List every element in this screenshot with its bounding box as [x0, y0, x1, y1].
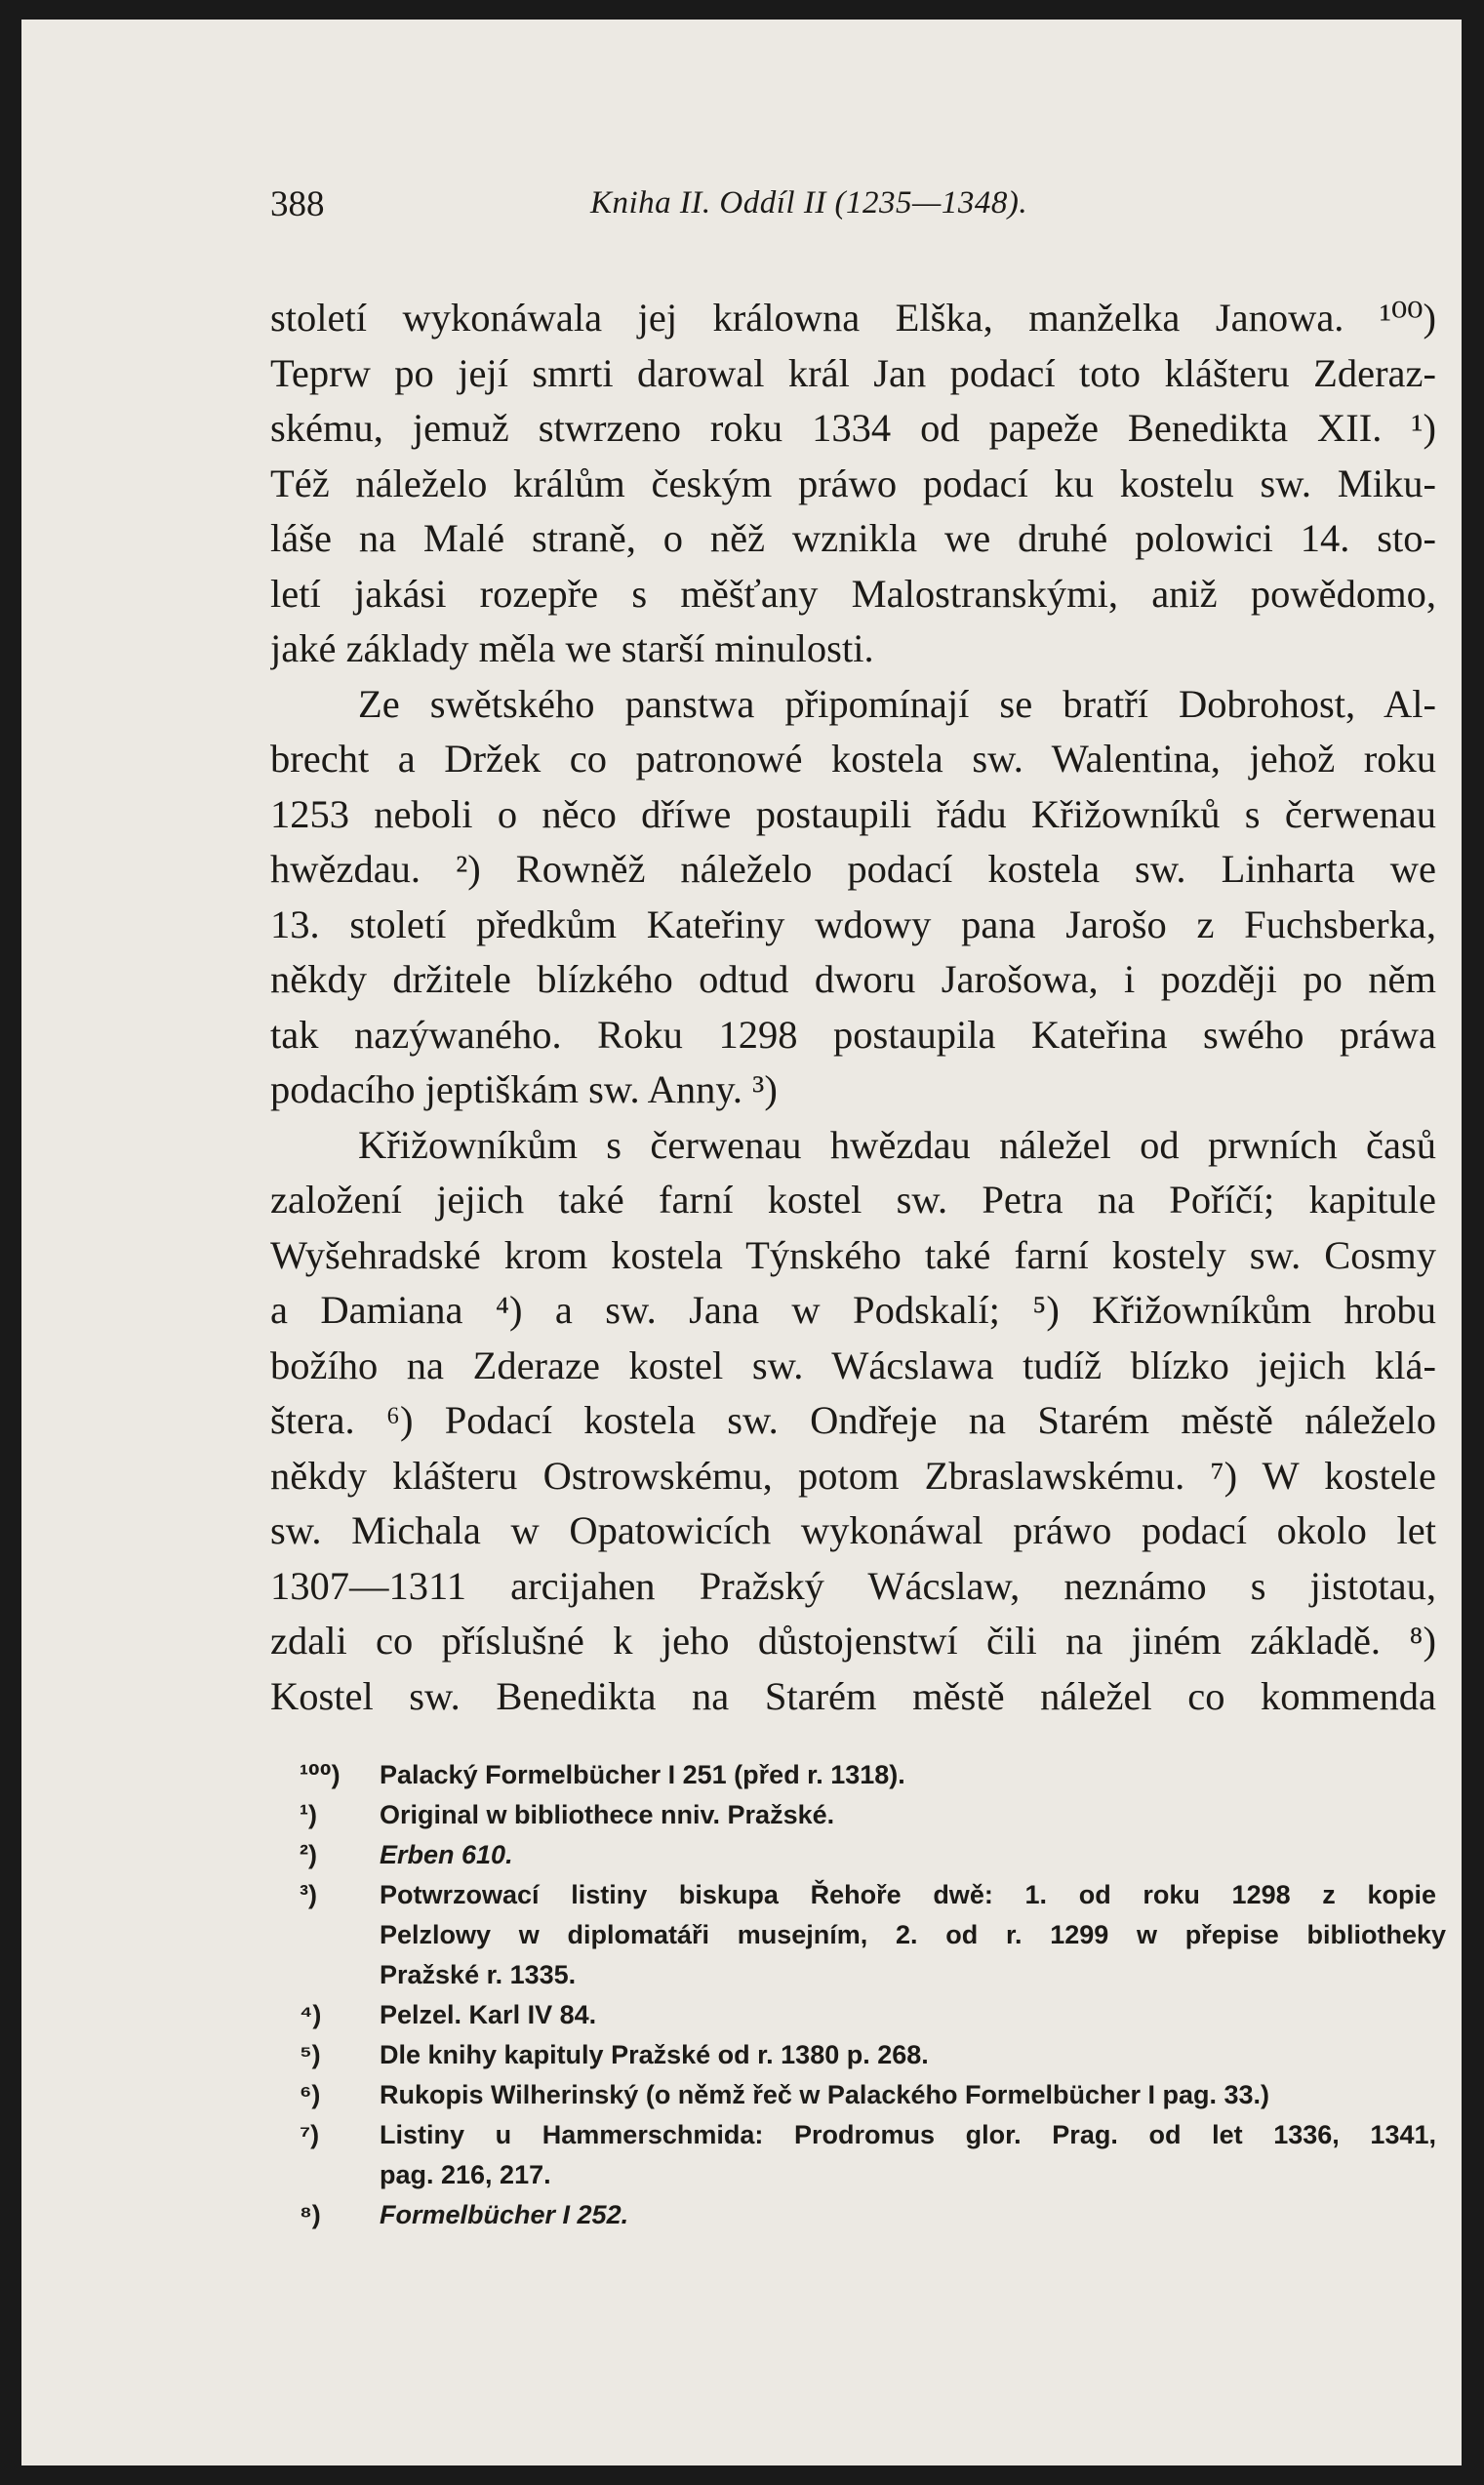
text-line: Ze swětského panstwa připomínají se bratří Dobrohost, Al-: [358, 681, 1436, 726]
text-line: Křižowníkům s čerwenau hwězdau náležel od prwních časů: [358, 1122, 1436, 1167]
text-line: Též náleželo králům českým práwo podací ku kostelu sw. Miku-: [270, 461, 1436, 505]
footnote-text: Listiny u Hammerschmida: Prodromus glor. Prag. od let 1336, 1341,: [380, 2120, 1436, 2149]
footnote-continuation: pag. 216, 217.: [380, 2160, 551, 2189]
footnote-continuation: Pelzlowy w diplomatáři musejním, 2. od r. 1299 w přepise bibliotheky: [380, 1920, 1446, 1949]
text-line: letí jakási rozepře s měšťany Malostranskými, aniž powědomo,: [270, 571, 1436, 616]
text-line: brecht a Držek co patronowé kostela sw. Walentina, jehož roku: [270, 737, 1436, 781]
footnote: [300, 2115, 1436, 2155]
footnote: [300, 1795, 1436, 1835]
text-line: století wykonáwala jej králowna Elška, manželka Janowa. ¹⁰⁰): [270, 296, 1436, 340]
footnote: [300, 1875, 1436, 1915]
text-line: někdy držitele blízkého odtud dworu Jarošowa, i později po něm: [270, 957, 1436, 1001]
footnote-mark: ⁵): [300, 2040, 321, 2069]
running-head: Kniha II. Oddíl II (1235—1348).: [590, 185, 1028, 220]
page-number: 388: [270, 184, 325, 224]
text-line: láše na Malé straně, o něž wznikla we druhé polowici 14. sto-: [270, 516, 1436, 560]
footnote: [300, 2035, 1436, 2075]
footnote-mark: ⁶): [300, 2080, 321, 2109]
footnote-mark: ⁴): [300, 2000, 322, 2029]
footnote: [300, 1755, 1436, 1795]
text-line: skému, jemuž stwrzeno roku 1334 od papeže Benedikta XII. ¹): [270, 406, 1436, 450]
text-line: 1253 neboli o něco dříwe postaupili řádu Křižowníků s čerwenau: [270, 791, 1436, 836]
footnote-text: Palacký Formelbücher I 251 (před r. 1318).: [380, 1760, 905, 1789]
text-line: božího na Zderaze kostel sw. Wácslawa tudíž blízko jejich klá-: [270, 1343, 1436, 1387]
footnote-text: Dle knihy kapituly Pražské od r. 1380 p. 268.: [380, 2040, 929, 2069]
footnote-mark: ⁷): [300, 2120, 320, 2149]
text-line: někdy klášteru Ostrowskému, potom Zbraslawskému. ⁷) W kostele: [270, 1453, 1436, 1498]
footnote-mark: ²): [300, 1840, 317, 1869]
text-line: založení jejich také farní kostel sw. Petra na Poříčí; kapitule: [270, 1178, 1436, 1222]
footnotes: [270, 1755, 1446, 2235]
footnote-mark: ⁸): [300, 2200, 321, 2229]
footnote-text: Pelzel. Karl IV 84.: [380, 2000, 597, 2029]
text-line: štera. ⁶) Podací kostela sw. Ondřeje na Starém městě náleželo: [270, 1398, 1436, 1442]
text-line: Teprw po její smrti darowal král Jan podací toto klášteru Zderaz-: [270, 350, 1436, 395]
footnote: [300, 1995, 1436, 2035]
footnote-text: Original w bibliothece nniv. Pražské.: [380, 1800, 835, 1829]
text-line: tak nazýwaného. Roku 1298 postaupila Kateřina swého práwa: [270, 1012, 1436, 1057]
footnote-text: Erben 610.: [380, 1840, 513, 1869]
body-text: [270, 291, 1436, 1724]
footnote-mark: ¹): [300, 1800, 317, 1829]
text-line: 1307—1311 arcijahen Pražský Wácslaw, neznámo s jistotau,: [270, 1563, 1436, 1608]
footnote: [300, 2195, 1436, 2235]
text-line: a Damiana ⁴) a sw. Jana w Podskalí; ⁵) Křižowníkům hrobu: [270, 1288, 1436, 1332]
footnote-text: Formelbücher I 252.: [380, 2200, 629, 2229]
page-content: [270, 164, 1446, 2235]
footnote-mark: ³): [300, 1880, 317, 1909]
text-line: zdali co příslušné k jeho důstojenstwí čili na jiném základě. ⁸): [270, 1619, 1436, 1663]
text-line: podacího jeptiškám sw. Anny. ³): [270, 1067, 778, 1111]
book-page: [21, 20, 1462, 2465]
text-line: hwězdau. ²) Rowněž náleželo podací kostela sw. Linharta we: [270, 847, 1436, 891]
text-line: sw. Michala w Opatowicích wykonáwal práwo podací okolo let: [270, 1508, 1436, 1552]
footnote: [300, 1835, 1436, 1875]
footnote-continuation: Pražské r. 1335.: [380, 1960, 577, 1989]
text-line: Kostel sw. Benedikta na Starém městě náležel co kommenda: [270, 1673, 1436, 1718]
page-header: [270, 164, 1436, 242]
footnote: [300, 2075, 1436, 2115]
text-line: 13. století předkům Kateřiny wdowy pana Jarošo z Fuchsberka,: [270, 902, 1436, 946]
text-line: jaké základy měla we starší minulosti.: [270, 626, 874, 670]
footnote-text: Potwrzowací listiny biskupa Řehoře dwě: 1. od roku 1298 z kopie: [380, 1880, 1436, 1909]
footnote-mark: ¹⁰⁰): [300, 1760, 341, 1789]
footnote-text: Rukopis Wilherinský (o němž řeč w Palackého Formelbücher I pag. 33.): [380, 2080, 1270, 2109]
text-line: Wyšehradské krom kostela Týnského také farní kostely sw. Cosmy: [270, 1232, 1436, 1277]
